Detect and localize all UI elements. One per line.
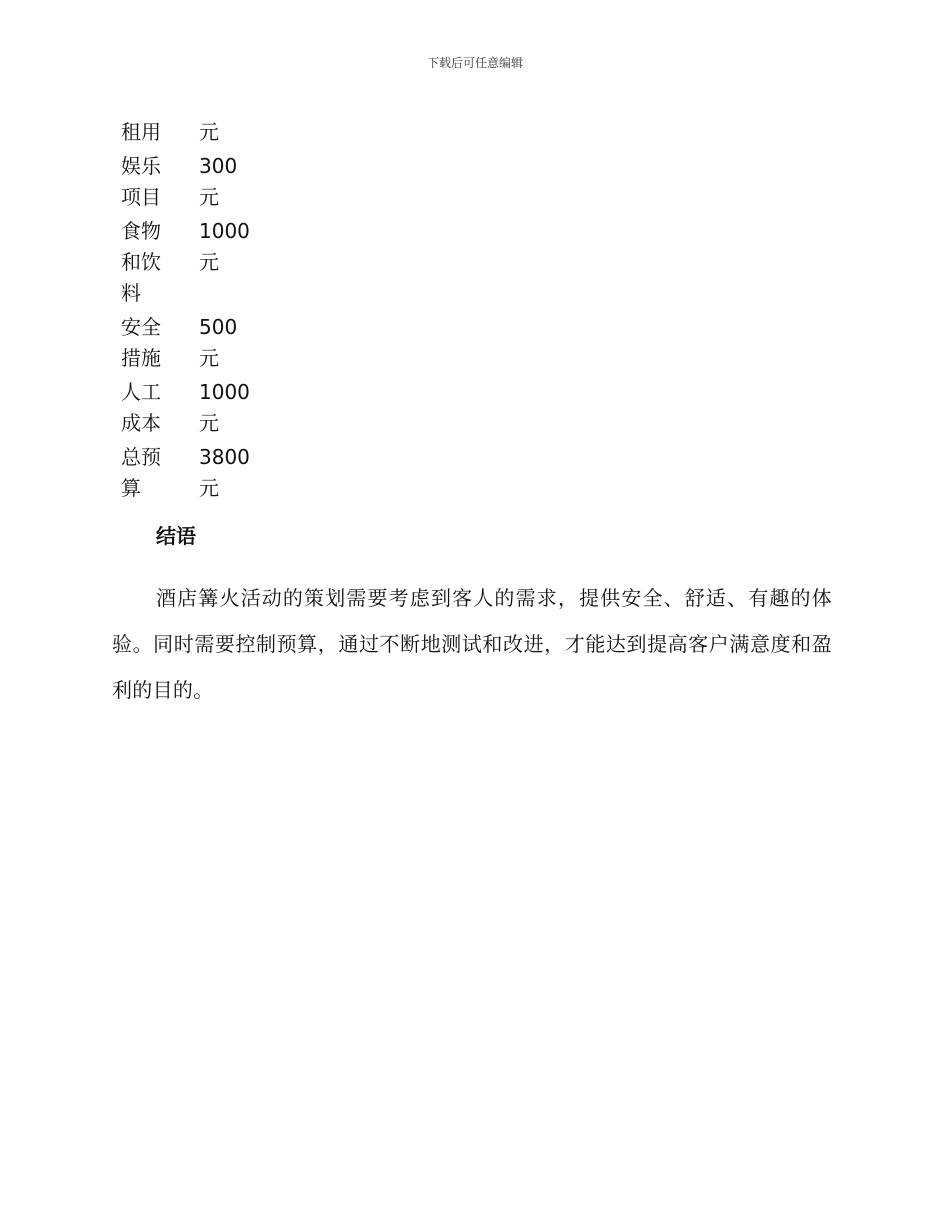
- budget-item-label: 食物和饮料: [121, 219, 161, 305]
- budget-item-label: 安全措施: [121, 315, 161, 370]
- budget-item-label: 总预算: [121, 445, 161, 500]
- page-header: 下载后可任意编辑: [426, 56, 523, 70]
- conclusion-paragraph: 酒店篝火活动的策划需要考虑到客人的需求，提供安全、舒适、有趣的体验。同时需要控制预算，通过不断地测试和改进，才能达到提高客户满意度和盈利的目的。: [112, 586, 832, 702]
- budget-item-cost: 1000元: [199, 380, 250, 435]
- conclusion-heading: 结语: [156, 524, 196, 548]
- budget-item-cost: 500元: [199, 315, 238, 370]
- table-row: [121, 377, 251, 442]
- budget-item-label: 人工成本: [121, 380, 161, 435]
- budget-table: [121, 117, 251, 507]
- budget-item-cost: 300元: [199, 154, 238, 209]
- budget-item-cost: 元: [199, 120, 219, 144]
- table-row: [121, 151, 251, 216]
- budget-item-label: 租用: [121, 120, 161, 144]
- budget-item-cost: 1000元: [199, 219, 250, 274]
- table-row: [121, 442, 251, 507]
- budget-item-cost: 3800元: [199, 445, 250, 500]
- table-row: [121, 117, 251, 151]
- budget-item-label: 娱乐项目: [121, 154, 161, 209]
- table-row: [121, 312, 251, 377]
- table-row: [121, 216, 251, 312]
